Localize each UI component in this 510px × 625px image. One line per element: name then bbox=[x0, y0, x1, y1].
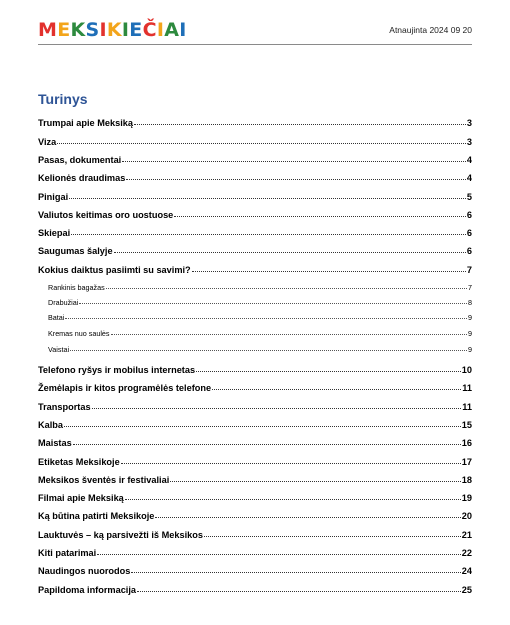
toc-entry-page: 17 bbox=[461, 457, 472, 468]
updated-date: Atnaujinta 2024 09 20 bbox=[389, 25, 472, 35]
toc-entry[interactable] bbox=[38, 298, 472, 307]
toc-entry[interactable] bbox=[38, 345, 472, 354]
toc-entry[interactable] bbox=[38, 227, 472, 238]
toc-entry-label: Batai bbox=[48, 313, 65, 323]
dot-leader bbox=[121, 456, 461, 464]
toc-entry-page: 3 bbox=[466, 137, 472, 148]
toc-entry-label: Skiepai bbox=[38, 228, 71, 239]
dot-leader bbox=[106, 283, 467, 289]
dot-leader bbox=[155, 510, 460, 518]
toc-entry[interactable] bbox=[38, 191, 472, 202]
toc-entry-label: Pasas, dokumentai bbox=[38, 155, 122, 166]
dot-leader bbox=[196, 364, 461, 372]
toc-entry-page: 9 bbox=[468, 329, 472, 339]
logo-letter: Č bbox=[142, 19, 157, 41]
toc-entry[interactable] bbox=[38, 283, 472, 292]
toc-entry-page: 6 bbox=[466, 228, 472, 239]
logo-letter: I bbox=[121, 19, 130, 41]
toc-entry[interactable] bbox=[38, 474, 472, 485]
toc-entry[interactable] bbox=[38, 456, 472, 467]
dot-leader bbox=[126, 172, 466, 180]
toc-entry-label: Etiketas Meksikoje bbox=[38, 457, 120, 468]
toc-entry-page: 4 bbox=[466, 155, 472, 166]
toc-entry-page: 24 bbox=[461, 566, 472, 577]
toc-entry-label: Valiutos keitimas oro uostuose bbox=[38, 210, 174, 221]
page-header bbox=[38, 10, 472, 40]
toc-entry-label: Lauktuvės – ką parsivežti iš Meksikos bbox=[38, 530, 203, 541]
toc-entry-label: Transportas bbox=[38, 402, 91, 413]
dot-leader bbox=[92, 401, 462, 409]
logo-letter: I bbox=[179, 19, 187, 41]
logo-letter: E bbox=[129, 19, 143, 41]
toc-entry[interactable] bbox=[38, 510, 472, 521]
toc-entry[interactable] bbox=[38, 584, 472, 595]
toc-entry[interactable] bbox=[38, 172, 472, 183]
toc-entry-page: 20 bbox=[461, 511, 472, 522]
toc-entry-page: 19 bbox=[461, 493, 472, 504]
toc-entry-label: Meksikos šventės ir festivaliai bbox=[38, 475, 170, 486]
logo-letter: I bbox=[156, 19, 165, 41]
toc-entry-label: Maistas bbox=[38, 438, 72, 449]
dot-leader bbox=[114, 245, 466, 253]
toc-entry-label: Rankinis bagažas bbox=[48, 283, 105, 293]
toc-entry-page: 22 bbox=[461, 548, 472, 559]
toc-entry-label: Kelionės draudimas bbox=[38, 173, 126, 184]
toc-entry-page: 10 bbox=[461, 365, 472, 376]
toc-entry-label: Naudingos nuorodos bbox=[38, 566, 131, 577]
toc-entry-label: Žemėlapis ir kitos programėlės telefone bbox=[38, 383, 212, 394]
toc-entry-page: 18 bbox=[461, 475, 472, 486]
toc-entry[interactable] bbox=[38, 547, 472, 558]
brand-logo bbox=[38, 20, 187, 40]
toc-entry[interactable] bbox=[38, 209, 472, 220]
toc-entry-label: Kiti patarimai bbox=[38, 548, 97, 559]
toc-entry[interactable] bbox=[38, 136, 472, 147]
toc-title: Turinys bbox=[38, 91, 88, 107]
dot-leader bbox=[174, 209, 466, 217]
toc-entry-page: 11 bbox=[462, 402, 472, 413]
dot-leader bbox=[73, 437, 461, 445]
dot-leader bbox=[125, 492, 461, 500]
toc-entry-label: Ką būtina patirti Meksikoje bbox=[38, 511, 155, 522]
dot-leader bbox=[79, 298, 467, 304]
dot-leader bbox=[137, 584, 461, 592]
dot-leader bbox=[69, 191, 466, 199]
toc-entry-page: 8 bbox=[468, 298, 472, 308]
toc-entry[interactable] bbox=[38, 329, 472, 338]
logo-letter: M bbox=[38, 19, 58, 41]
dot-leader bbox=[65, 313, 467, 319]
toc-entry[interactable] bbox=[38, 401, 472, 412]
logo-letter: I bbox=[99, 19, 107, 41]
toc-entry[interactable] bbox=[38, 382, 472, 393]
toc-entry-page: 21 bbox=[461, 530, 472, 541]
toc-entry[interactable] bbox=[38, 492, 472, 503]
toc-entry-label: Viza bbox=[38, 137, 57, 148]
toc-entry[interactable] bbox=[38, 154, 472, 165]
dot-leader bbox=[192, 264, 466, 272]
toc-entry-label: Filmai apie Meksiką bbox=[38, 493, 124, 504]
dot-leader bbox=[111, 329, 467, 335]
toc-entry-label: Kalba bbox=[38, 420, 64, 431]
toc-entry-page: 7 bbox=[466, 265, 472, 276]
toc-entry[interactable] bbox=[38, 419, 472, 430]
toc-entry[interactable] bbox=[38, 529, 472, 540]
toc-entry-page: 9 bbox=[468, 313, 472, 323]
toc-entry[interactable] bbox=[38, 245, 472, 256]
logo-letter: S bbox=[85, 19, 100, 41]
toc-entry-page: 25 bbox=[461, 585, 472, 596]
dot-leader bbox=[212, 382, 461, 390]
toc-entry-page: 7 bbox=[468, 283, 472, 293]
toc-entry-label: Papildoma informacija bbox=[38, 585, 137, 596]
dot-leader bbox=[70, 345, 467, 351]
toc-entry-page: 11 bbox=[462, 383, 472, 394]
toc-entry-label: Vaistai bbox=[48, 345, 70, 355]
logo-letter: K bbox=[70, 19, 86, 41]
toc-entry-label: Trumpai apie Meksiką bbox=[38, 118, 133, 129]
toc-entry-page: 6 bbox=[466, 210, 472, 221]
dot-leader bbox=[204, 529, 461, 537]
dot-leader bbox=[134, 117, 466, 125]
dot-leader bbox=[131, 565, 460, 573]
toc-entry-page: 6 bbox=[466, 246, 472, 257]
dot-leader bbox=[57, 136, 466, 144]
toc-entry-label: Telefono ryšys ir mobilus internetas bbox=[38, 365, 196, 376]
dot-leader bbox=[122, 154, 466, 162]
logo-letter: E bbox=[57, 19, 71, 41]
toc-entry-label: Kokius daiktus pasiimti su savimi? bbox=[38, 265, 191, 276]
logo-letter: A bbox=[164, 19, 180, 41]
header-divider bbox=[38, 44, 472, 45]
toc-entry-page: 5 bbox=[466, 192, 472, 203]
toc-entry[interactable] bbox=[38, 565, 472, 576]
toc-entry-label: Saugumas šalyje bbox=[38, 246, 113, 257]
toc-entry-page: 16 bbox=[461, 438, 472, 449]
dot-leader bbox=[170, 474, 461, 482]
toc-entry-label: Kremas nuo saulės bbox=[48, 329, 110, 339]
dot-leader bbox=[71, 227, 466, 235]
dot-leader bbox=[64, 419, 461, 427]
toc-entry-page: 3 bbox=[466, 118, 472, 129]
toc-entry-page: 4 bbox=[466, 173, 472, 184]
toc-entry-label: Pinigai bbox=[38, 192, 69, 203]
toc-entry[interactable] bbox=[38, 264, 472, 275]
toc-entry[interactable] bbox=[38, 437, 472, 448]
toc-entry[interactable] bbox=[38, 364, 472, 375]
toc-entry-page: 15 bbox=[461, 420, 472, 431]
logo-letter: K bbox=[106, 19, 122, 41]
dot-leader bbox=[97, 547, 461, 555]
toc-entry-label: Drabužiai bbox=[48, 298, 79, 308]
toc-entry[interactable] bbox=[38, 117, 472, 128]
toc-entry-page: 9 bbox=[468, 345, 472, 355]
toc-entry[interactable] bbox=[38, 313, 472, 322]
